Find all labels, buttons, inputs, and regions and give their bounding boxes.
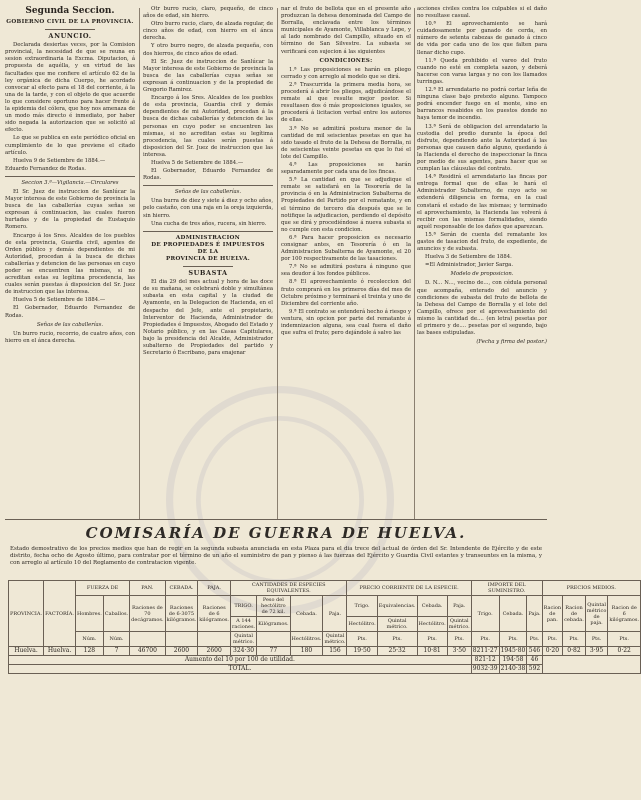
th-pr-hl: Hectólitro.: [347, 617, 377, 632]
th-provincia: PROVINCIA.: [9, 581, 44, 647]
cell: 7: [103, 647, 129, 656]
th-pts: Pts.: [417, 632, 447, 647]
column-divider: [277, 8, 278, 520]
condition: 12.ª El arrendatario no podrá cortar leña de ninguna clase bajo pretexto alguno. Tampoco podrá encender fuego en el monte, sino en barrancos resabidos en los puestos donde no haya temor de incendio.: [417, 87, 547, 122]
th-cantidades: CANTIDADES DE ESPECIES EQUIVALENTES.: [231, 581, 347, 596]
body-text: Otr burro rucio, claro, pequeño, de cinco años de edad, sin hierro.: [143, 6, 273, 20]
th-med-racion: Racion de 6 kilógramos.: [608, 596, 641, 632]
signature: =El Administrador, Javier Sarga.: [425, 262, 514, 269]
anuncio-text: Declarada desiertas veces, por la Comision provincial, la necesidad de que se reuna en sesion extraordinaria la Excma. Diputacion, á propuesta de aquélla, y en virtud de las facultades que me confiere el artículo 62 de la ley orgánica de dicha Cuerpo, he acordado convocar al efecto para el 18 del corriente, á la una de la tarde, y con el objeto de que acuerde lo que considere oportuno para hacer frente á la epidemia del cólera, que hoy nos amenaza de un modo más directo é inmediato, por haber sido negada la autorizacion que se solicitó al efecto.: [5, 42, 135, 134]
column-3: [281, 6, 411, 338]
th-pts: Pts.: [585, 632, 608, 647]
cell: 25·32: [377, 647, 417, 656]
th-hombres: Hombres.: [75, 596, 103, 632]
th-imp-paja: Paja.: [527, 596, 542, 632]
th-med-pan: Racion de pan.: [542, 596, 563, 632]
th-pts: Pts.: [471, 632, 499, 647]
cell: 2600: [165, 647, 198, 656]
th-pts: Pts.: [499, 632, 527, 647]
admin-title: DE PROPIEDADES É IMPUESTOS: [151, 241, 265, 248]
cell: Huelva.: [44, 647, 76, 656]
model-end: (Fecha y firma del postor.): [476, 339, 547, 346]
th-pr-paja: Paja.: [447, 596, 471, 617]
signature: El Gobernador, Eduardo Fernandez de Rodas.: [143, 168, 273, 182]
vigilancia-text-2: Encargo á los Sres. Alcaldes de los pueblos de esta provincia, Guardia civil, agentes de Orden público y demás dependientes de mi Autoridad, procedan á la busca de dichas caballerías y detencion de las personas en cuyo poder se encuentren las mismas, si no acreditan estas su legítima procedencia, las cuales serán puestas á disposicion del Sr. Juez de instruccion que las interesa.: [5, 232, 135, 296]
date-line: Huelva 9 de Setiembre de 1884.—: [13, 157, 106, 164]
table-row: [9, 647, 641, 656]
column-4: [417, 6, 547, 348]
body-text: Encargo á los Sres. Alcaldes de los pueblos de esta provincia, Guardia civil y demás dependientes de mi Autoridad, procedan á la busca de dichas caballerías y detencion de las personas en cuyo poder se encuentren las mismas, si no acreditan estas su legítima procedencia, las cuales serán puestas á disposicion del Sr. Juez de instruccion que las interesa.: [143, 95, 273, 158]
condition: 15.ª Serán de cuenta del rematante los gastos de tasacion del fruto, de expediente, de anuncios y de subasta.: [417, 231, 547, 253]
senas-text: Una burra de diez y siete á diez y ocho años, pelo castaño, con una raja en la oreja izquierda, sin hierro.: [143, 198, 273, 219]
condition: 1.ª Las proposiciones se harán en pliego cerrado y con arreglo al modelo que se dirá.: [281, 66, 411, 80]
anuncio-text-2: Lo que se publica en este periódico oficial en cumplimiento de lo que previene el citado artículo.: [5, 135, 135, 156]
cell: 194·58: [499, 656, 527, 665]
th-pr-qm2: Quintal métrico.: [448, 618, 470, 630]
th-pr-hl2: Hectólitro.: [417, 617, 447, 632]
column-divider: [139, 8, 140, 520]
admin-title: PROVINCIA DE HUELVA.: [165, 256, 250, 262]
aumento-label: Aumento del 10 por 100 de utilidad.: [9, 656, 472, 665]
cell: 1945·80: [500, 647, 526, 654]
condition: 5.ª La cantidad en que se adjudique el remate se satisfará en la Tesorería de la provincia ó en la Administracion Subalterna de Propiedades del Partido por el rematante, y en el término de tercero día después que se le notifique la adjudicacion, perdiendo el depósito que se dirá y procediéndose á nueva subasta si no cumple con esta condicion.: [281, 177, 411, 233]
th-pts: Pts.: [527, 632, 542, 647]
th-hl: Hectólitros.: [290, 632, 323, 647]
th-qm: Quintal métrico.: [231, 632, 257, 647]
admin-title: DE LA: [197, 248, 219, 255]
th-precio: PRECIO CORRIENTE DE LA ESPECIE.: [347, 581, 471, 596]
cell: 0·20: [542, 647, 563, 656]
cell: 46700: [130, 647, 165, 656]
anuncio-title: ANUNCIO.: [48, 32, 92, 41]
conditions-title: CONDICIONES:: [319, 57, 373, 64]
condition: 14.ª Residirá el arrendatario las fincas por entrega formal que de ellas le hará el Administrador Subalterno, de cuyo acto se extenderá diligencia en forma, en la cual constará el estado de las mismas; y terminado el aprovechamiento, la Hacienda las volverá á recibir con las mismas formalidades, siendo aquél responsable de los daños que aparezcan.: [417, 174, 547, 230]
th-factoria: FACTORÍA.: [44, 581, 76, 647]
th-pr-equiv: Equivalencias.: [377, 596, 417, 617]
condition: 13.ª Será de obligacion del arrendatario la custodia del predio durante la época del disfrute, dependiendo ante la Autoridad á las personas que causen daño alguno, quedando á la Hacienda el derecho de inspeccionar la finca por medio de sus agentes, para hacer que se cumplan las cláusulas del contrato.: [417, 123, 547, 173]
body-text: Otro burro rucio, claro, de alzada regular, de cinco años de edad, con hierro en el ánca derecha.: [143, 21, 273, 42]
th-paja-sub: Raciones de 6 kilógramos.: [198, 596, 231, 632]
th-eq-paja: Paja.: [323, 596, 347, 632]
th-pts: Pts.: [377, 632, 417, 647]
senas-title: Señas de las caballerías.: [36, 321, 104, 328]
prices-table: [8, 580, 641, 674]
cell: 3·50: [447, 647, 471, 656]
th-fuerza: FUERZA DE: [75, 581, 129, 596]
th-eq-kg: Kilógramos.: [257, 617, 290, 632]
th-trigo-sub: A 144 raciones.: [232, 618, 256, 630]
cell: 19·50: [347, 647, 377, 656]
cell: 46: [527, 656, 542, 665]
condition: 9.ª El contrato se entenderá hecho á riesgo y ventura, sin opcion por parte del rematante á indemnizacion alguna, sea cual fuera el daño que sufra el fruto; pero dejándole á salvo las: [281, 308, 411, 337]
cell: 9032·39: [472, 665, 498, 672]
condition: 10.ª El aprovechamiento se hará cuidadosamente por ganado de cerda, en número de setenta cabezas de ganado á cinco de vida por cada uno de los que falten para llenar dicho cupo.: [417, 21, 547, 56]
condition: 11.ª Queda prohibido el vareo del fruto cuando no esté en completa sazon, y deberá hacerse con varas largas y no con los llamados turringas.: [417, 57, 547, 85]
th-num: Núm.: [75, 632, 103, 647]
th-medios: PRECIOS MEDIOS.: [542, 581, 640, 596]
th-paja: PAJA.: [198, 581, 231, 596]
th-pts: Pts.: [563, 632, 586, 647]
th-med-paja: Quintal métrico de paja.: [585, 596, 608, 632]
senas-text-2: Una cucha de tres años, rucera, sin hierro.: [151, 220, 267, 227]
senas-text: Un burro rucio, recorrio, de cuatro años, con hierro en el ánca derecha.: [5, 330, 135, 344]
cell: 821·12: [471, 656, 499, 665]
body-text: acciones civiles contra los culpables si el daño no resultase casual.: [417, 6, 547, 20]
cell: Huelva.: [9, 647, 44, 656]
admin-title: ADMINISTRACION: [175, 234, 241, 241]
column-divider: [414, 8, 415, 520]
cell: 0·82: [563, 647, 586, 656]
body-text: Y otro burro negro, de alzada pequeña, con dos hierros, de cinco años de edad.: [143, 43, 273, 57]
th-cebada: CEBADA.: [165, 581, 198, 596]
cell: 156: [323, 647, 347, 656]
th-cebada-sub: Raciones de 6·3075 kilógramos.: [165, 596, 198, 632]
condition: 2.ª Trascurrida la primera media hora, se procederá á abrir los pliegos, adjudicándose el remate al que resulte mejor postor. Si resultasen dos ó más proposiciones iguales, se procederá á licitacion verbal entre los autores de ellas.: [281, 81, 411, 124]
condition: 3.ª No se admitirá postura menor de la cantidad de mil seiscientas pesetas en que ha sido tasado el fruto de la Dehesa de Borralla, ni de seiscientas veinte pesetas en que lo fué el lote del Campillo.: [281, 125, 411, 160]
signature: Eduardo Fernandez de Rodas.: [5, 165, 86, 172]
th-trigo-peso: Peso del hectólitro de 72 kil.: [257, 596, 290, 617]
th-num: Núm.: [103, 632, 129, 647]
comisaria-intro: Estado demostrativo de los precios medios que han de regir en la segunda subasta anunciada en esta Plaza para el dia trece del actual de órden del Sr. Intendente de Ejército y de este distrito, fecha ocho de Agosto último, para contratar por el término de un año el suministro de pan y pienso á las fuerzas del Ejército y Guardia Civil estantes y transeuntes en la misma, y con arreglo al artículo 10 del Reglamento de contratacion vigente.: [10, 546, 542, 567]
date-line: Huelva 5 de Setiembre de 1884.—: [151, 159, 244, 166]
date-line: Huelva 3 de Setiembre de 1884.: [425, 254, 512, 261]
cell: 2140·38: [500, 665, 526, 672]
th-imp-trigo: Trigo.: [471, 596, 499, 632]
model-text: D. N... N..., vecino de..., con cédula personal que acompaña, enterado del anuncio y condiciones de subasta del fruto de bellota de la Dehesa del Campo de Borralla y el lote del Campillo, ofrece por el aprovechamiento del mismo la cantidad de.... (en letra) pesetas por el primero y de.... pesetas por el segundo, bajo las bases estipuladas.: [417, 280, 547, 337]
cell: 8211·27: [472, 647, 498, 654]
cell: 3·95: [585, 647, 608, 656]
body-text: nar el fruto de bellota que en el presente año produzcan la dehesa denominada del Campo de Borralla, enclavada entre los términos municipales de Ayamonte, Villablanca y Lepe, y al lado nombrado del Campillo, situado en el término de San Silvestre. La subasta se verificará con sujecion á las siguientes: [281, 6, 411, 55]
condition: 4.ª Las proposiciones se harán separadamente por cada una de los fincas.: [281, 161, 411, 176]
th-pan: PAN.: [130, 581, 165, 596]
column-2: [143, 6, 273, 358]
condition: 7.ª No se admitirá postura á ninguno que sea deudor á los fondos públicos.: [281, 264, 411, 278]
cell: 592: [528, 665, 541, 672]
gov-title: GOBIERNO CIVIL DE LA PROVINCIA.: [6, 19, 134, 25]
body-text: El Sr. Juez de instruccion de Sanlúcar la Mayor interesa de este Gobierno de provincia la busca de las caballerías cuyas señas se expresan á continuacion y de la propiedad de Gregorio Ramirez.: [143, 58, 273, 94]
cell: 77: [257, 647, 290, 656]
cell: 0·22: [608, 647, 641, 656]
th-pts: Pts.: [542, 632, 563, 647]
th-pts: Pts.: [447, 632, 471, 647]
condition: 8.ª El aprovechamiento ó recoleccion del fruto comprará en los primeros días del mes de Octubre próximo y terminará el treinta y uno de Diciembre del corriente año.: [281, 279, 411, 307]
th-pr-qm: Quintal métrico.: [377, 617, 417, 632]
signature: El Gobernador, Eduardo Fernandez de Rodas.: [5, 305, 135, 319]
th-pan-sub: Raciones de 70 decágramos.: [130, 596, 165, 632]
vigilancia-text: El Sr. Juez de instruccion de Sanlúcar la Mayor interesa de este Gobierno de provincia la busca de las caballerías cuyas señas se expresan á continuacion, las cuales fueron hurtadas y de la propiedad de Eustaquio Romero.: [5, 188, 135, 231]
comisaria-title: COMISARÍA DE GUERRA DE HUELVA.: [85, 524, 467, 542]
th-pr-trigo: Trigo.: [347, 596, 377, 617]
senas-title: Señas de las caballerías.: [174, 189, 242, 196]
condition: 6.ª Para hacer proposicion es necesario consignar antes, en Tesorería ó en la Administracion Subalterna de Ayamonte, el 20 por 100 respectivamente de las tasaciones.: [281, 234, 411, 263]
subasta-title: SUBASTA: [188, 269, 228, 278]
th-pts: Pts.: [608, 632, 641, 647]
section-title: Segunda Seccion.: [25, 6, 115, 16]
subasta-text: El dia 29 del mes actual y hora de las doce de su mañana, se celebrará doble y simultánea subasta en esta capital y la ciudad de Ayamonte, en la Delegacion de Hacienda, en el despacho del Jefe, ante el propietario, Interventor de Hacienda, Administrador de Propiedades é Impuestos, Abogado del Estado y Notario público, y en las Casas Capitulares, bajo la presidencia del Alcalde, Administrador subalterno de Propiedades del partido y Secretario ó Escribano, para enajenar: [143, 279, 273, 357]
th-importe: IMPORTE DEL SUMINISTRO.: [471, 581, 542, 596]
model-title: Modelo de proposicion.: [450, 271, 514, 278]
th-caballos: Caballos.: [103, 596, 129, 632]
date-line: Huelva 5 de Setiembre de 1884.—: [13, 297, 106, 304]
cell: 2600: [198, 647, 231, 656]
th-trigo: TRIGO.: [231, 596, 257, 617]
th-eq-cebada: Cebada.: [290, 596, 323, 632]
th-pr-cebada: Cebada.: [417, 596, 447, 617]
column-1: [5, 6, 135, 346]
th-imp-cebada: Cebada.: [499, 596, 527, 632]
cell: 324·30: [231, 647, 257, 656]
cell: 10·81: [417, 647, 447, 656]
th-med-cebada: Racion de cebada.: [563, 596, 586, 632]
th-qm2: Quintal métrico.: [324, 633, 346, 645]
aumento-row: [9, 656, 641, 665]
cell: 546: [528, 647, 541, 654]
cell: 180: [290, 647, 323, 656]
cell: 128: [75, 647, 103, 656]
total-label: TOTAL.: [9, 665, 472, 674]
vigilancia-title: Seccion 3.ª—Vigilancia.—Circulares: [21, 179, 119, 186]
th-pts: Pts.: [347, 632, 377, 647]
